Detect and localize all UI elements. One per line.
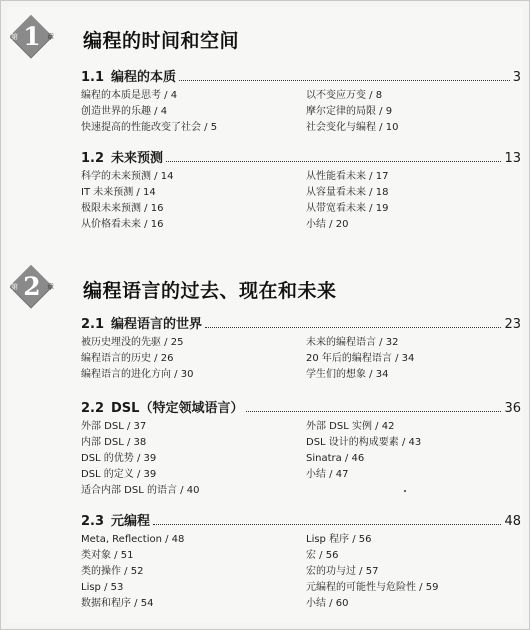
toc-entry[interactable]: 科学的未来预测 / 14	[81, 171, 174, 182]
toc-entry[interactable]: 适合内部 DSL 的语言 / 40	[81, 485, 200, 496]
dot-leader	[205, 327, 501, 328]
toc-entry[interactable]: 未来的编程语言 / 32	[306, 337, 399, 348]
section-number: 2.3	[81, 514, 105, 529]
toc-entries	[81, 88, 521, 136]
dot-leader	[246, 411, 501, 412]
toc-entry[interactable]: 宏 / 56	[306, 550, 339, 561]
section-heading[interactable]	[81, 67, 521, 85]
toc-entry[interactable]: 被历史埋没的先驱 / 25	[81, 337, 184, 348]
toc-entry[interactable]: 从容量看未来 / 18	[306, 187, 389, 198]
toc-entry[interactable]: 极限未来预测 / 16	[81, 203, 164, 214]
toc-section	[81, 314, 521, 383]
toc-entry[interactable]: DSL 的优势 / 39	[81, 453, 157, 464]
section-title: DSL（特定领域语言）	[111, 401, 244, 416]
toc-entry[interactable]: Lisp 程序 / 56	[306, 534, 372, 545]
chapter-badge-prefix: 第	[11, 33, 18, 41]
section-number: 2.1	[81, 317, 105, 332]
toc-entry[interactable]: 宏的功与过 / 57	[306, 566, 379, 577]
toc-entry[interactable]: 外部 DSL 实例 / 42	[306, 421, 395, 432]
section-page-number: 36	[504, 401, 521, 416]
section-page-number: 23	[504, 317, 521, 332]
chapter-number: 2	[23, 272, 41, 301]
toc-entry[interactable]: 类的操作 / 52	[81, 566, 144, 577]
page-content	[7, 7, 523, 623]
section-heading[interactable]	[81, 511, 521, 529]
toc-entries	[81, 419, 521, 499]
toc-entry[interactable]: 元编程的可能性与危险性 / 59	[306, 582, 439, 593]
toc-entry[interactable]: 编程语言的历史 / 26	[81, 353, 174, 364]
section-heading[interactable]	[81, 398, 521, 416]
toc-entry[interactable]: 编程语言的进化方向 / 30	[81, 369, 194, 380]
dot-leader	[166, 161, 501, 162]
section-number: 1.2	[81, 151, 105, 166]
section-heading[interactable]	[81, 314, 521, 332]
toc-section	[81, 398, 521, 499]
section-page-number: 48	[504, 514, 521, 529]
toc-entry[interactable]: 小结 / 47	[306, 469, 349, 480]
dot-leader	[153, 524, 501, 525]
chapter-badge-suffix: 章	[47, 33, 54, 41]
toc-entry[interactable]: 从性能看未来 / 17	[306, 171, 389, 182]
print-speck	[404, 490, 406, 492]
toc-entry[interactable]: 以不变应万变 / 8	[306, 90, 383, 101]
toc-entry[interactable]: DSL 设计的构成要素 / 43	[306, 437, 422, 448]
toc-entry[interactable]: 学生们的想象 / 34	[306, 369, 389, 380]
toc-entry[interactable]: 小结 / 20	[306, 219, 349, 230]
section-page-number: 3	[512, 70, 521, 85]
section-title: 编程的本质	[111, 70, 177, 85]
toc-entry[interactable]: 类对象 / 51	[81, 550, 134, 561]
chapter-badge-suffix: 章	[47, 283, 54, 291]
toc-entry[interactable]: 内部 DSL / 38	[81, 437, 147, 448]
toc-section	[81, 511, 521, 612]
chapter-header	[7, 269, 523, 313]
section-page-number: 13	[504, 151, 521, 166]
toc-entry[interactable]: 社会变化与编程 / 10	[306, 122, 399, 133]
toc-section	[81, 148, 521, 233]
toc-entry[interactable]: 外部 DSL / 37	[81, 421, 147, 432]
chapter-title: 编程语言的过去、现在和未来	[83, 280, 337, 302]
toc-entry[interactable]: 数据和程序 / 54	[81, 598, 154, 609]
chapter-number-badge	[7, 269, 67, 313]
toc-entry[interactable]: 摩尔定律的局限 / 9	[306, 106, 393, 117]
section-heading[interactable]	[81, 148, 521, 166]
dot-leader	[179, 80, 510, 81]
toc-entry[interactable]: 从价格看未来 / 16	[81, 219, 164, 230]
toc-entry[interactable]: Sinatra / 46	[306, 453, 365, 464]
toc-entries	[81, 532, 521, 612]
toc-entry	[306, 483, 521, 499]
chapter-number: 1	[23, 22, 41, 51]
chapter-title: 编程的时间和空间	[83, 30, 240, 52]
chapter-header	[7, 19, 523, 63]
section-title: 编程语言的世界	[111, 317, 203, 332]
toc-entry[interactable]: DSL 的定义 / 39	[81, 469, 157, 480]
section-number: 1.1	[81, 70, 105, 85]
toc-entry[interactable]: 从带宽看未来 / 19	[306, 203, 389, 214]
toc-entry[interactable]: 编程的本质是思考 / 4	[81, 90, 178, 101]
toc-entry[interactable]: IT 未来预测 / 14	[81, 187, 156, 198]
toc-entries	[81, 335, 521, 383]
chapter-number-badge	[7, 19, 67, 63]
toc-entries	[81, 169, 521, 233]
toc-entry[interactable]: 小结 / 60	[306, 598, 349, 609]
section-number: 2.2	[81, 401, 105, 416]
chapter-badge-prefix: 第	[11, 283, 18, 291]
toc-section	[81, 67, 521, 136]
section-title: 元编程	[111, 514, 151, 529]
section-title: 未来预测	[111, 151, 164, 166]
toc-entry[interactable]: 快速提高的性能改变了社会 / 5	[81, 122, 218, 133]
toc-entry[interactable]: Lisp / 53	[81, 582, 124, 593]
toc-entry[interactable]: 20 年后的编程语言 / 34	[306, 353, 415, 364]
toc-entry[interactable]: 创造世界的乐趣 / 4	[81, 106, 168, 117]
toc-entry[interactable]: Meta, Reflection / 48	[81, 534, 185, 545]
